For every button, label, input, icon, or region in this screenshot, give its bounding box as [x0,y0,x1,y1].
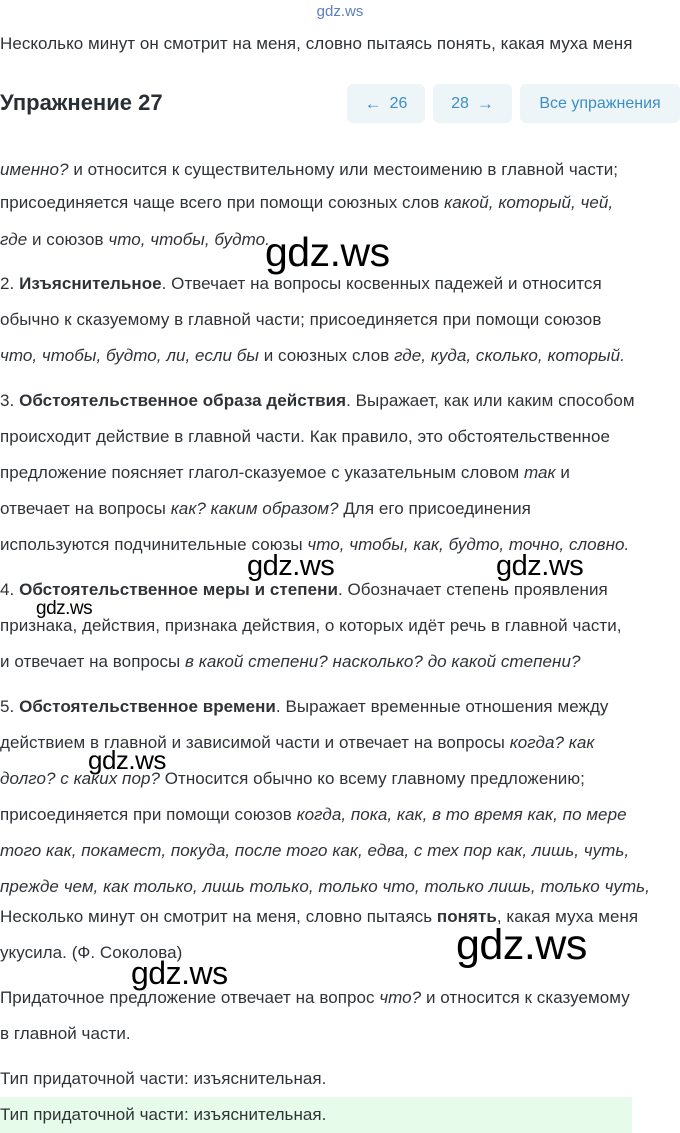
exercise-title: Упражнение 27 [0,90,163,115]
watermark-top: gdz.ws [316,3,364,20]
text-line: 4. Обстоятельственное меры и степени. Обозначает степень проявления [0,580,608,599]
arrow-left-icon: ← [364,93,382,113]
answer-type: Тип придаточной части: изъяснительная. [0,1069,327,1088]
text-line: действием в главной и зависимой части и отвечает на вопросы когда? как [0,733,595,752]
intro-line: Несколько минут он смотрит на меня, словно пытаясь понять, какая муха меня [0,34,633,53]
text-line: происходит действие в главной части. Как правило, это обстоятельственное [0,427,611,446]
watermark: gdz.ws [131,955,228,991]
answer-type-highlighted: Тип придаточной части: изъяснительная. [0,1105,327,1124]
text-line: 2. Изъяснительное. Отвечает на вопросы косвенных падежей и относится [0,274,602,293]
all-exercises-label: Все упражнения [539,94,661,112]
watermark: gdz.ws [88,745,166,775]
answer-explanation: Придаточное предложение отвечает на вопрос что? и относится к сказуемому [0,988,630,1007]
text-line: обычно к сказуемому в главной части; присоединяется при помощи союзов [0,310,602,329]
next-exercise-button[interactable] [433,84,512,123]
watermark: gdz.ws [247,550,335,582]
text-line: 3. Обстоятельственное образа действия. Выражает, как или каким способом [0,391,635,410]
text-line: прежде чем, как только, лишь только, только что, только лишь, только чуть, [0,877,650,896]
text-line: что, чтобы, будто, ли, если бы и союзных слов где, куда, сколько, который. [0,346,625,365]
watermark: gdz.ws [265,229,390,275]
all-exercises-button[interactable] [520,84,680,123]
text-line: присоединяется при помощи союзов когда, пока, как, в то время как, по мере [0,805,627,824]
text-line: предложение поясняет глагол-сказуемое с указательным словом так и [0,463,570,482]
text-line: именно? и относится к существительному или местоимению в главной части; [0,160,619,179]
next-exercise-label: 28 [451,94,469,112]
watermark: gdz.ws [36,598,93,619]
text-line: того как, покамест, покуда, после того как, едва, с тех пор как, лишь, чуть, [0,841,630,860]
text-line: долго? с каких пор? Относится обычно ко всему главному предложению; [0,769,585,788]
answer-sentence: Несколько минут он смотрит на меня, словно пытаясь понять, какая муха меня [0,907,639,926]
text-line: признака, действия, признака действия, о которых идёт речь в главной части, [0,616,622,635]
prev-exercise-button[interactable] [347,84,425,123]
answer-source: укусила. (Ф. Соколова) [0,943,183,962]
text-line: и отвечает на вопросы в какой степени? насколько? до какой степени? [0,652,581,671]
prev-exercise-label: 26 [389,94,408,112]
arrow-right-icon: → [476,93,494,113]
text-line: 5. Обстоятельственное времени. Выражает временные отношения между [0,697,609,716]
answer-explanation-cont: в главной части. [0,1024,131,1043]
text-line: где и союзов что, чтобы, будто. [0,230,270,249]
text-line: используются подчинительные союзы что, чтобы, как, будто, точно, словно. [0,535,630,554]
watermark: gdz.ws [456,921,587,969]
text-line: отвечает на вопросы как? каким образом? Для его присоединения [0,499,531,518]
text-line: присоединяется чаще всего при помощи союзных слов какой, который, чей, [0,193,614,212]
watermark: gdz.ws [496,550,584,582]
